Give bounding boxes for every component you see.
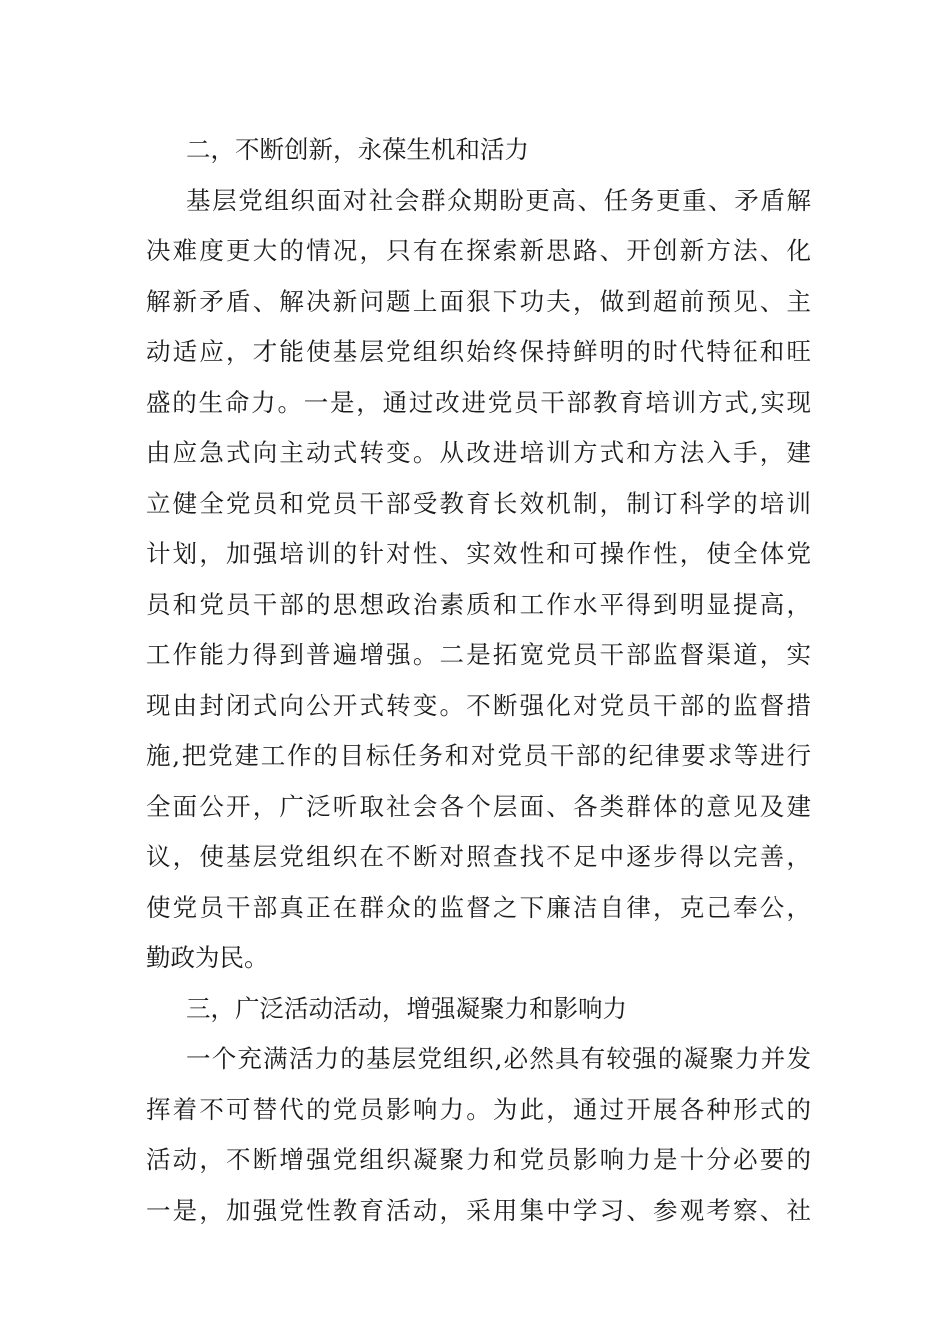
paragraph-line: 使党员干部真正在群众的监督之下廉洁自律，克己奉公， xyxy=(146,893,811,922)
paragraph-line: 一是，加强党性教育活动，采用集中学习、参观考察、社 xyxy=(146,1196,811,1225)
paragraph-line: 现由封闭式向公开式转变。不断强化对党员干部的监督措 xyxy=(146,691,811,720)
paragraph-line: 施,把党建工作的目标任务和对党员干部的纪律要求等进行 xyxy=(146,741,811,770)
paragraph-line: 解新矛盾、解决新问题上面狠下功夫，做到超前预见、主 xyxy=(146,287,811,316)
paragraph-line: 盛的生命力。一是，通过改进党员干部教育培训方式,实现 xyxy=(146,388,811,417)
paragraph-line: 基层党组织面对社会群众期盼更高、任务更重、矛盾解 xyxy=(186,186,811,215)
paragraph-line: 计划，加强培训的针对性、实效性和可操作性，使全体党 xyxy=(146,539,811,568)
section-heading-2: 二，不断创新，永葆生机和活力 xyxy=(186,135,529,164)
paragraph-line: 挥着不可替代的党员影响力。为此，通过开展各种形式的 xyxy=(146,1095,811,1124)
paragraph-line: 由应急式向主动式转变。从改进培训方式和方法入手，建 xyxy=(146,438,811,467)
paragraph-line: 动适应，才能使基层党组织始终保持鲜明的时代特征和旺 xyxy=(146,337,811,366)
paragraph-line: 议，使基层党组织在不断对照查找不足中逐步得以完善， xyxy=(146,842,811,871)
paragraph-line: 员和党员干部的思想政治素质和工作水平得到明显提高， xyxy=(146,590,811,619)
paragraph-line: 工作能力得到普遍增强。二是拓宽党员干部监督渠道，实 xyxy=(146,640,811,669)
paragraph-line: 全面公开，广泛听取社会各个层面、各类群体的意见及建 xyxy=(146,792,811,821)
section-heading-3: 三，广泛活动活动，增强凝聚力和影响力 xyxy=(186,994,627,1023)
paragraph-line: 立健全党员和党员干部受教育长效机制，制订科学的培训 xyxy=(146,489,811,518)
paragraph-line: 活动，不断增强党组织凝聚力和党员影响力是十分必要的 xyxy=(146,1145,811,1174)
paragraph-line: 决难度更大的情况，只有在探索新思路、开创新方法、化 xyxy=(146,236,811,265)
paragraph-line: 一个充满活力的基层党组织,必然具有较强的凝聚力并发 xyxy=(186,1044,811,1073)
paragraph-line: 勤政为民。 xyxy=(146,943,269,972)
